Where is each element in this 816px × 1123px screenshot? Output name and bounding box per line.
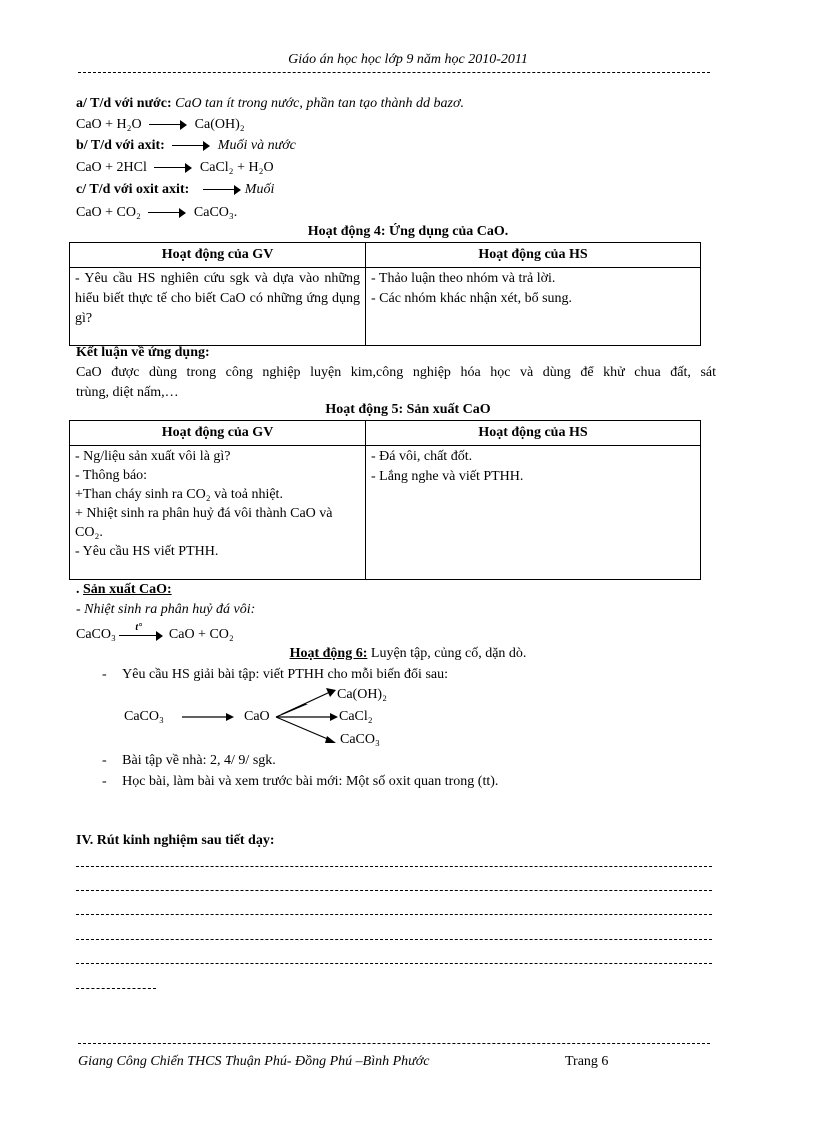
bullet-text: Học bài, làm bài và xem trước bài mới: Một số oxit quan trong (tt). — [122, 774, 499, 789]
footer-author: Giang Công Chiến THCS Thuận Phú- Đồng Phú –Bình Phước — [78, 1054, 430, 1069]
scheme-out-1: Ca(OH)₂ — [337, 687, 387, 702]
activity5-hs-line: - Lắng nghe và viết PTHH. — [371, 469, 524, 484]
production-label-row — [76, 581, 172, 599]
bullet-mark: - — [102, 667, 107, 682]
activity6-bullet-2 — [102, 752, 276, 770]
section4-title: IV. Rút kinh nghiệm sau tiết dạy: — [76, 833, 275, 848]
reaction-c-label: c/ T/d với oxit axit: — [76, 182, 190, 197]
page-header-title: Giáo án học học lớp 9 năm học 2010-2011 — [288, 52, 528, 67]
arrow-icon — [148, 208, 186, 218]
activity6-title-rest: Luyện tập, củng cố, dặn dò. — [367, 646, 527, 661]
reaction-c-equation — [76, 204, 237, 222]
activity5-gv-line: + Nhiệt sinh ra phân huỷ đá vôi thành CaO và CO₂. — [75, 506, 333, 540]
equation-left: CaO + 2HCl — [76, 160, 147, 175]
reaction-a-equation — [76, 116, 245, 134]
reaction-b-label: b/ T/d với axit: — [76, 138, 165, 153]
scheme-out-2: CaCl₂ — [339, 709, 373, 724]
reaction-c-desc: Muối — [244, 182, 275, 197]
footer-page-number: Trang 6 — [565, 1054, 609, 1069]
activity4-col-gv: Hoạt động của GV — [70, 243, 366, 268]
activity6-title-row — [0, 646, 816, 662]
note-line — [76, 963, 712, 964]
activity6-bullet-3 — [102, 773, 498, 791]
activity5-gv-line: +Than cháy sinh ra CO₂ và toả nhiệt. — [75, 487, 283, 502]
production-sub: - Nhiệt sinh ra phân huỷ đá vôi: — [76, 602, 256, 617]
reaction-a-label: a/ T/d với nước: — [76, 96, 172, 111]
activity6-title: Hoạt động 6: — [289, 646, 368, 661]
equation-right: CaO + CO₂ — [168, 627, 234, 642]
header-divider — [78, 72, 710, 73]
activity5-col-gv: Hoạt động của GV — [70, 421, 366, 446]
conclusion-line-2: trùng, diệt nấm,… — [76, 385, 179, 400]
activity5-gv-cell — [70, 446, 366, 580]
reaction-c — [76, 181, 274, 199]
production-label: Sản xuất CaO: — [83, 582, 172, 597]
reaction-b-desc: Muối và nước — [217, 138, 296, 153]
arrow-icon — [154, 163, 192, 173]
equation-left: CaO + H₂O — [76, 117, 142, 132]
activity5-gv-line: - Ng/liệu sản xuất vôi là gì? — [75, 449, 231, 464]
footer-divider — [78, 1043, 710, 1044]
scheme-mid: CaO — [244, 709, 270, 724]
activity5-title: Hoạt động 5: Sản xuất CaO — [325, 402, 491, 417]
arrow-icon — [119, 631, 163, 641]
equation-left: CaCO₃ — [76, 627, 116, 642]
note-line — [76, 914, 712, 915]
equation-right: CaCl₂ + H₂O — [199, 160, 274, 175]
activity4-table — [69, 242, 701, 346]
arrow-icon — [149, 120, 187, 130]
scheme-arrow-up — [276, 684, 340, 714]
activity4-gv-text: - Yêu cầu HS nghiên cứu sgk và dựa vào những hiểu biết thực tế cho biết CaO có những ứng dụng gì? — [70, 268, 366, 346]
equation-right: Ca(OH)₂ — [194, 117, 245, 132]
heat-arrow — [119, 621, 165, 643]
activity5-hs-cell — [366, 446, 701, 580]
activity4-title: Hoạt động 4: Ứng dụng của CaO. — [307, 224, 509, 239]
reaction-a-desc: CaO tan ít trong nước, phần tan tạo thành dd bazơ. — [175, 96, 464, 111]
arrow-icon — [203, 185, 241, 195]
reaction-a — [76, 95, 464, 113]
activity5-gv-line: - Yêu cầu HS viết PTHH. — [75, 544, 219, 559]
activity5-col-hs: Hoạt động của HS — [366, 421, 701, 446]
reaction-b — [76, 137, 296, 155]
conclusion-line-1: CaO được dùng trong công nghiệp luyện kim,công nghiệp hóa học và dùng để khử chua đất, sát — [76, 365, 716, 380]
note-line — [76, 866, 712, 867]
equation-left: CaO + CO₂ — [76, 205, 141, 220]
activity4-hs-cell — [366, 268, 701, 346]
bullet-text: Yêu cầu HS giải bài tập: viết PTHH cho mỗi biến đổi sau: — [122, 667, 448, 682]
arrow-icon — [172, 141, 210, 151]
heat-condition: t° — [135, 621, 143, 633]
scheme-start: CaCO₃ — [124, 709, 164, 724]
activity4-hs-line: - Thảo luận theo nhóm và trả lời. — [371, 271, 556, 286]
bullet-text: Bài tập về nhà: 2, 4/ 9/ sgk. — [122, 753, 276, 768]
activity4-hs-line: - Các nhóm khác nhận xét, bổ sung. — [371, 291, 573, 306]
note-line — [76, 939, 712, 940]
activity5-table — [69, 420, 701, 580]
bullet-mark: - — [102, 753, 107, 768]
reaction-b-equation — [76, 159, 274, 177]
activity4-col-hs: Hoạt động của HS — [366, 243, 701, 268]
activity5-gv-line: - Thông báo: — [75, 468, 148, 483]
production-label-prefix: . — [76, 582, 83, 597]
note-line-short — [76, 988, 156, 989]
note-line — [76, 890, 712, 891]
production-equation — [76, 621, 234, 644]
conclusion-title: Kết luận về ứng dụng: — [76, 345, 210, 360]
bullet-mark: - — [102, 774, 107, 789]
activity6-bullet-1 — [102, 666, 448, 684]
scheme-out-3: CaCO₃ — [340, 732, 380, 747]
activity5-hs-line: - Đá vôi, chất đốt. — [371, 449, 473, 464]
equation-right: CaCO₃. — [193, 205, 238, 220]
